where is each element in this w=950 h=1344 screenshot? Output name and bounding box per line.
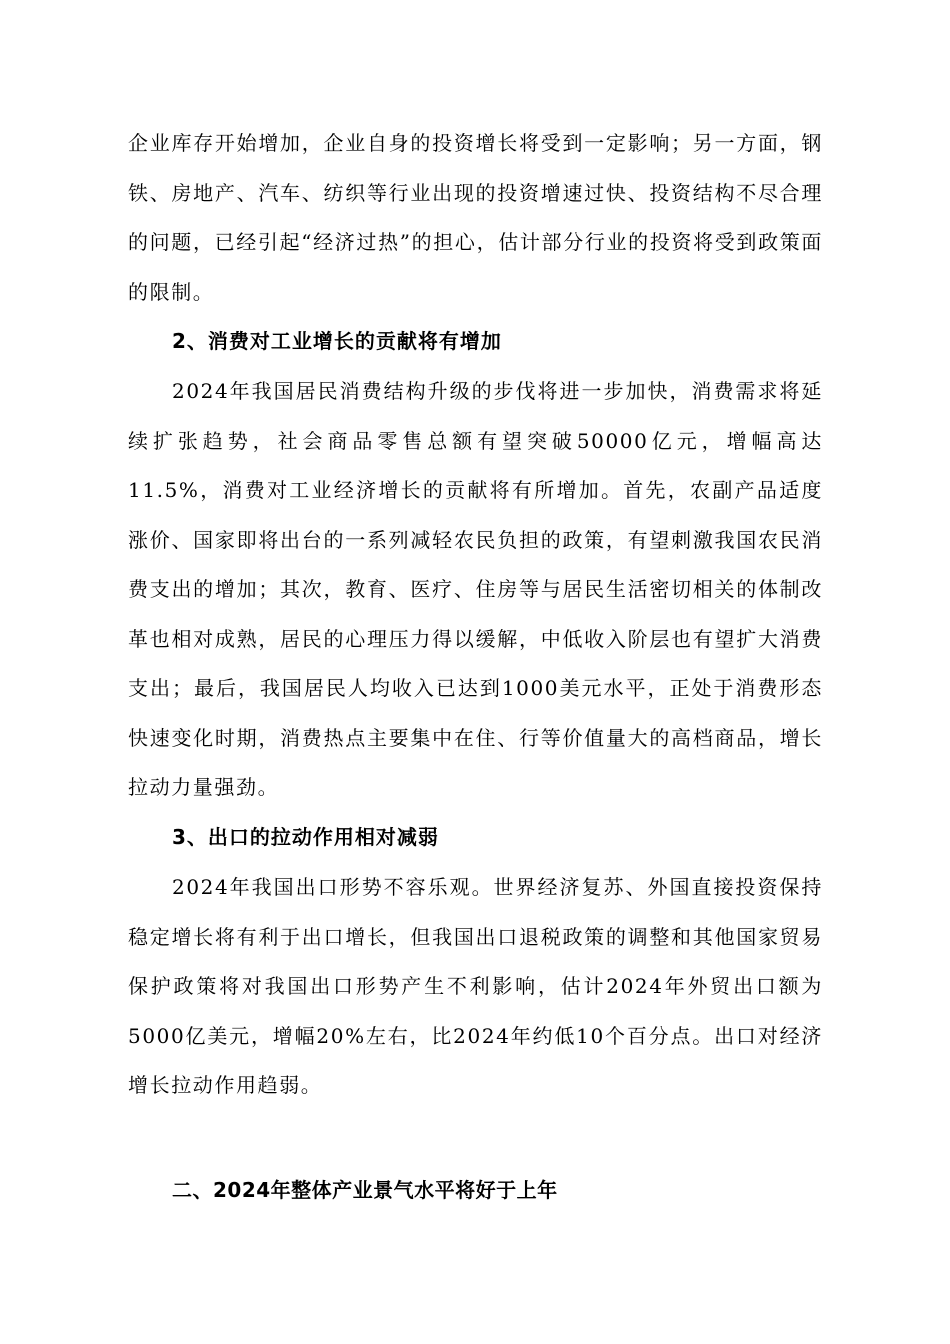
subheading-export: 3、出口的拉动作用相对减弱	[172, 825, 439, 849]
section-heading-industry-outlook: 二、2024年整体产业景气水平将好于上年	[172, 1178, 558, 1202]
subheading-consumption: 2、消费对工业增长的贡献将有增加	[172, 329, 502, 353]
paragraph-export: 2024年我国出口形势不容乐观。世界经济复苏、外国直接投资保持稳定增长将有利于出口增长，但我国出口退税政策的调整和其他国家贸易保护政策将对我国出口形势产生不利影响，估计2024年外贸出口额为5000亿美元，增幅20%左右，比2024年约低10个百分点。出口对经济增长拉动作用趋弱。	[128, 875, 823, 1097]
paragraph-investment-continued: 企业库存开始增加，企业自身的投资增长将受到一定影响；另一方面，钢铁、房地产、汽车、纺织等行业出现的投资增速过快、投资结构不尽合理的问题，已经引起“经济过热”的担心，估计部分行业的投资将受到政策面的限制。	[128, 131, 823, 304]
paragraph-consumption: 2024年我国居民消费结构升级的步伐将进一步加快，消费需求将延续扩张趋势，社会商品零售总额有望突破50000亿元，增幅高达11.5%，消费对工业经济增长的贡献将有所增加。首先，农副产品适度涨价、国家即将出台的一系列减轻农民负担的政策，有望刺激我国农民消费支出的增加；其次，教育、医疗、住房等与居民生活密切相关的体制改革也相对成熟，居民的心理压力得以缓解，中低收入阶层也有望扩大消费支出；最后，我国居民人均收入已达到1000美元水平，正处于消费形态快速变化时期，消费热点主要集中在住、行等价值量大的高档商品，增长拉动力量强劲。	[128, 379, 823, 799]
